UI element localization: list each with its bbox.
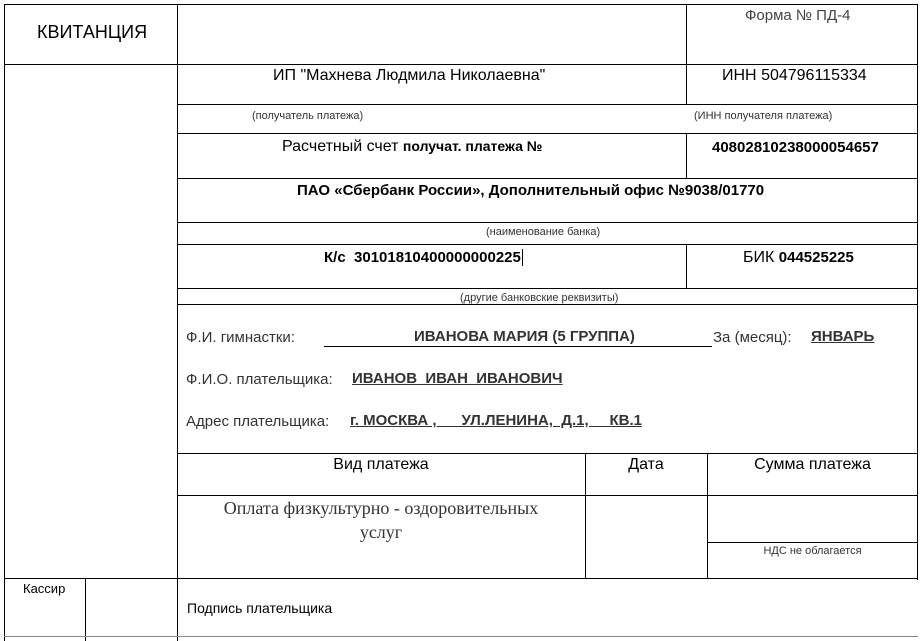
recipient-inn [722,68,867,84]
table-header-line [177,495,918,496]
month-label: За (месяц): [713,329,792,346]
inn-caption: (ИНН получателя платежа) [694,110,833,122]
account-divider [686,133,687,179]
vat-note: НДС не облагается [763,545,862,557]
address-label: Адрес плательщика: [186,413,330,430]
bank-name: ПАО «Сбербанк России», Дополнительный офис №9038/01770 [297,182,765,199]
ks-label: К/с [324,249,346,266]
gymnast-value: ИВАНОВА МАРИЯ (5 ГРУППА) [414,328,635,345]
bik-label: БИК [743,249,775,266]
border-left [4,4,5,641]
account-label [282,139,542,155]
recipient-row-line [177,104,918,105]
bik-field [743,250,854,266]
col-payment-type: Вид платежа [333,456,429,473]
address-value: г. МОСКВА , УЛ.ЛЕНИНА, Д.1, КВ.1 [350,412,642,429]
ks-row-line [177,288,918,289]
account-label-part2: получат. платежа № [402,138,543,154]
border-right [917,4,918,580]
cashier-divider [85,578,86,641]
col-sum: Сумма платежа [754,456,871,473]
recipient-name: ИП "Махнева Людмила Николаевна" [273,67,546,84]
gymnast-underline [324,346,712,347]
payer-signature-label: Подпись плательщика [187,600,333,616]
form-box-divider [686,4,687,104]
payment-type-line2: услуг [359,522,403,542]
month-value: ЯНВАРЬ [811,328,875,345]
account-label-part1: Расчетный счет [282,138,403,155]
account-number: 40802810238000054657 [712,139,879,156]
recipient-caption-line [177,133,918,134]
inn-label: ИНН [722,67,757,84]
form-number: Форма № ПД-4 [745,7,851,24]
bank-caption: (наименование банка) [486,226,601,238]
bik-value: 044525225 [778,249,854,266]
payer-value: ИВАНОВ ИВАН ИВАНОВИЧ [352,370,563,387]
payer-label: Ф.И.О. плательщика: [186,371,333,388]
bik-divider [686,244,687,289]
payment-type-line1: Оплата физкультурно - оздоровительных [223,498,539,518]
column-divider [177,4,178,641]
header-bottom-line [4,64,918,65]
cashier-label: Кассир [23,581,66,596]
ks-field [324,250,523,265]
table-top-line [177,453,918,454]
border-top [4,4,918,5]
gymnast-label: Ф.И. гимнастки: [186,329,295,346]
recipient-caption: (получатель платежа) [252,110,364,122]
bank-row-line [177,222,918,223]
inn-value: 504796115334 [761,67,867,84]
other-caption-line [177,304,918,305]
border-bottom [4,636,918,637]
col-date: Дата [628,456,664,473]
account-row-line [177,178,918,179]
sum-inner-line [707,542,918,543]
ks-value: 30101810400000000225 [354,249,521,266]
other-details-caption: (другие банковские реквизиты) [460,292,619,304]
receipt-title: КВИТАНЦИЯ [37,22,148,42]
bank-caption-line [177,244,918,245]
table-bottom-line [4,578,918,579]
